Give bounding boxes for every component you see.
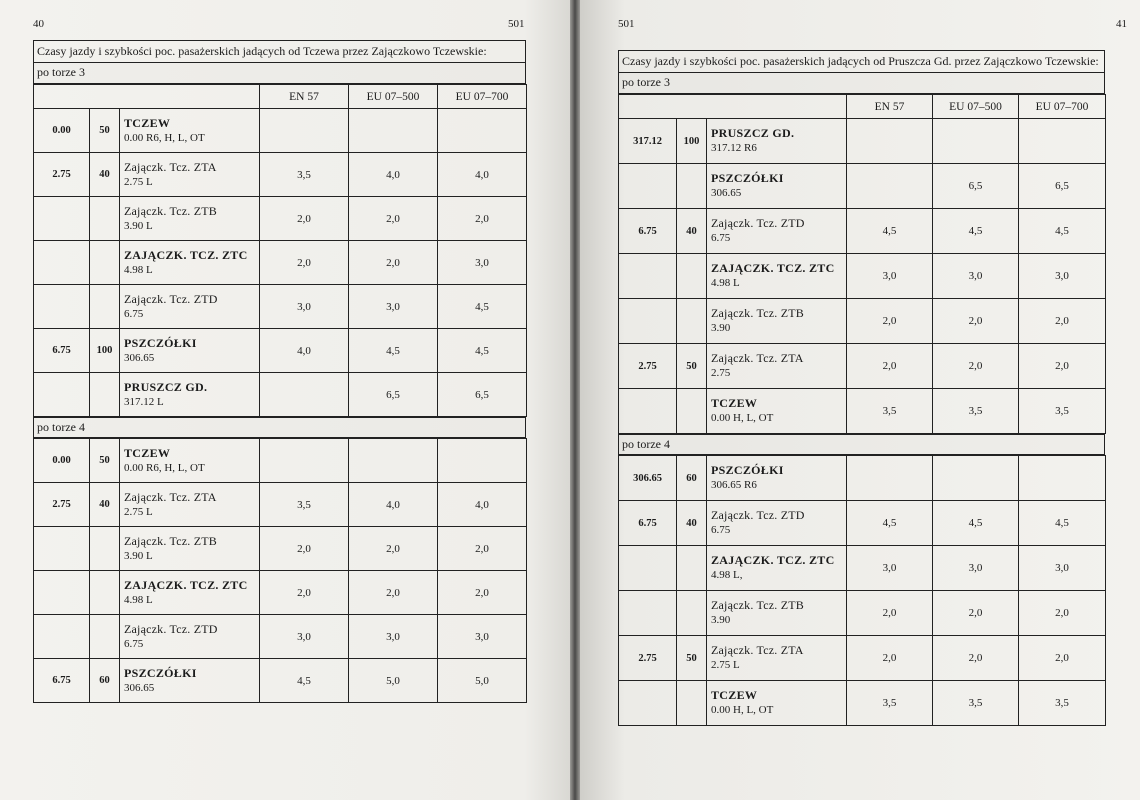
- station-cell: [707, 501, 847, 546]
- time-cell: [438, 109, 527, 153]
- station-cell: [707, 119, 847, 164]
- time-cell: 4,0: [349, 153, 438, 197]
- track-label: po torze 4: [33, 417, 526, 438]
- km-cell: 6.75: [619, 209, 677, 254]
- time-cell: 4,5: [438, 285, 527, 329]
- station-name: ZAJĄCZK. TCZ. ZTC: [711, 261, 835, 275]
- table-row: [619, 681, 1106, 726]
- time-cell: 2,0: [438, 527, 527, 571]
- station-name: Zajączk. Tcz. ZTB: [711, 598, 804, 612]
- time-cell: 2,0: [260, 241, 349, 285]
- station-detail: 306.65 R6: [711, 479, 757, 491]
- station-detail: 2.75: [711, 367, 731, 379]
- station-cell: [707, 546, 847, 591]
- time-cell: 4,0: [438, 153, 527, 197]
- time-cell: 6,5: [438, 373, 527, 417]
- table-row: [34, 109, 527, 153]
- timetable-title: Czasy jazdy i szybkości poc. pasażerskich jadących od Tczewa przez Zajączkowo Tczewskie:: [33, 40, 526, 63]
- time-cell: 2,0: [1019, 636, 1106, 681]
- time-cell: [933, 119, 1019, 164]
- column-header-loco: EU 07–700: [1019, 95, 1106, 119]
- speed-cell: 40: [677, 209, 707, 254]
- table-row: [619, 456, 1106, 501]
- station-detail: 306.65: [124, 681, 155, 694]
- speed-cell: [90, 285, 120, 329]
- km-cell: [619, 299, 677, 344]
- speed-cell: 40: [90, 153, 120, 197]
- speed-cell: [90, 241, 120, 285]
- station-detail: 2.75 L: [124, 505, 153, 518]
- time-cell: [933, 456, 1019, 501]
- speed-cell: 50: [90, 109, 120, 153]
- table-row: [619, 209, 1106, 254]
- station-name: Zajączk. Tcz. ZTB: [124, 533, 217, 548]
- time-cell: 2,0: [260, 197, 349, 241]
- time-cell: 4,5: [847, 501, 933, 546]
- speed-cell: [677, 546, 707, 591]
- speed-cell: [90, 373, 120, 417]
- time-cell: 3,0: [933, 546, 1019, 591]
- speed-cell: 60: [677, 456, 707, 501]
- time-cell: 2,0: [1019, 344, 1106, 389]
- table-row: [34, 285, 527, 329]
- table-row: [619, 546, 1106, 591]
- station-cell: [120, 615, 260, 659]
- time-cell: [438, 439, 527, 483]
- km-cell: 0.00: [34, 439, 90, 483]
- track-label: po torze 4: [618, 434, 1105, 455]
- station-detail: 317.12 L: [124, 395, 164, 408]
- time-cell: 3,5: [933, 681, 1019, 726]
- time-cell: 6,5: [933, 164, 1019, 209]
- station-name: TCZEW: [124, 445, 171, 460]
- table-row: [619, 299, 1106, 344]
- time-cell: 4,5: [933, 501, 1019, 546]
- km-cell: [34, 285, 90, 329]
- time-cell: 3,5: [1019, 681, 1106, 726]
- station-cell: [707, 389, 847, 434]
- station-detail: 3.90 L: [124, 219, 153, 232]
- station-cell: [707, 636, 847, 681]
- timetable-title: Czasy jazdy i szybkości poc. pasażerskich jadących od Pruszcza Gd. przez Zajączkowo Tczewskie:: [618, 50, 1105, 73]
- time-cell: 3,0: [349, 285, 438, 329]
- time-cell: 3,0: [260, 285, 349, 329]
- station-name: PRUSZCZ GD.: [711, 126, 795, 140]
- time-cell: [349, 109, 438, 153]
- station-detail: 6.75: [711, 232, 731, 244]
- header-blank: [34, 85, 260, 109]
- station-name: ZAJĄCZK. TCZ. ZTC: [124, 577, 248, 592]
- station-detail: 0.00 R6, H, L, OT: [124, 461, 205, 474]
- timetable-table: [33, 438, 527, 703]
- km-cell: 306.65: [619, 456, 677, 501]
- station-detail: 3.90 L: [124, 549, 153, 562]
- km-cell: [34, 527, 90, 571]
- station-detail: 0.00 R6, H, L, OT: [124, 131, 205, 144]
- speed-cell: 100: [90, 329, 120, 373]
- km-cell: 6.75: [34, 329, 90, 373]
- station-cell: [707, 209, 847, 254]
- station-name: TCZEW: [711, 396, 758, 410]
- km-cell: [619, 389, 677, 434]
- station-detail: 306.65: [124, 351, 155, 364]
- speed-cell: [677, 164, 707, 209]
- station-cell: [120, 439, 260, 483]
- speed-cell: 60: [90, 659, 120, 703]
- station-name: PSZCZÓŁKI: [124, 665, 197, 680]
- timetable-number-left: 501: [508, 18, 525, 30]
- station-detail: 306.65: [711, 187, 742, 199]
- speed-cell: [677, 389, 707, 434]
- table-row: [34, 659, 527, 703]
- station-detail: 3.90: [711, 614, 731, 626]
- km-cell: 2.75: [619, 636, 677, 681]
- time-cell: 2,0: [260, 571, 349, 615]
- time-cell: 2,0: [933, 636, 1019, 681]
- km-cell: [619, 546, 677, 591]
- time-cell: 2,0: [847, 344, 933, 389]
- speed-cell: [677, 591, 707, 636]
- station-name: Zajączk. Tcz. ZTB: [124, 203, 217, 218]
- speed-cell: 40: [90, 483, 120, 527]
- station-name: TCZEW: [124, 115, 171, 130]
- column-header-loco: EU 07–500: [349, 85, 438, 109]
- timetable-table: [618, 94, 1106, 434]
- station-name: Zajączk. Tcz. ZTA: [124, 159, 217, 174]
- station-detail: 6.75: [124, 307, 144, 320]
- station-cell: [707, 591, 847, 636]
- speed-cell: 50: [677, 636, 707, 681]
- column-header-loco: EU 07–700: [438, 85, 527, 109]
- time-cell: 2,0: [438, 571, 527, 615]
- time-cell: 6,5: [349, 373, 438, 417]
- table-row: [34, 241, 527, 285]
- book-gutter: [570, 0, 580, 800]
- station-name: Zajączk. Tcz. ZTA: [711, 643, 804, 657]
- time-cell: 2,0: [349, 527, 438, 571]
- km-cell: [619, 254, 677, 299]
- station-detail: 2.75 L: [711, 659, 740, 671]
- time-cell: 3,5: [847, 389, 933, 434]
- station-cell: [707, 299, 847, 344]
- time-cell: 3,0: [349, 615, 438, 659]
- station-name: Zajączk. Tcz. ZTB: [711, 306, 804, 320]
- time-cell: [1019, 456, 1106, 501]
- time-cell: 2,0: [847, 636, 933, 681]
- km-cell: [619, 681, 677, 726]
- station-name: Zajączk. Tcz. ZTD: [711, 216, 805, 230]
- speed-cell: 40: [677, 501, 707, 546]
- column-header-loco: EN 57: [847, 95, 933, 119]
- station-name: Zajączk. Tcz. ZTD: [711, 508, 805, 522]
- speed-cell: [677, 299, 707, 344]
- station-name: ZAJĄCZK. TCZ. ZTC: [711, 553, 835, 567]
- speed-cell: 50: [677, 344, 707, 389]
- time-cell: 4,5: [847, 209, 933, 254]
- km-cell: [619, 591, 677, 636]
- speed-cell: [90, 527, 120, 571]
- time-cell: 2,0: [1019, 299, 1106, 344]
- station-cell: [120, 241, 260, 285]
- table-row: [619, 501, 1106, 546]
- station-cell: [707, 164, 847, 209]
- timetable-sheet-right: [618, 50, 1105, 726]
- km-cell: 6.75: [619, 501, 677, 546]
- time-cell: 2,0: [933, 299, 1019, 344]
- station-name: PSZCZÓŁKI: [711, 463, 784, 477]
- time-cell: 3,0: [847, 546, 933, 591]
- time-cell: 2,0: [260, 527, 349, 571]
- table-row: [34, 373, 527, 417]
- table-row: [619, 119, 1106, 164]
- station-name: ZAJĄCZK. TCZ. ZTC: [124, 247, 248, 262]
- header-blank: [619, 95, 847, 119]
- station-detail: 4.98 L: [711, 277, 740, 289]
- station-cell: [707, 456, 847, 501]
- station-cell: [120, 571, 260, 615]
- time-cell: 4,5: [1019, 209, 1106, 254]
- table-row: [34, 153, 527, 197]
- time-cell: 2,0: [349, 241, 438, 285]
- time-cell: 3,5: [260, 483, 349, 527]
- time-cell: 2,0: [847, 299, 933, 344]
- station-cell: [120, 329, 260, 373]
- timetable-number-right: 501: [618, 18, 635, 30]
- time-cell: 2,0: [847, 591, 933, 636]
- km-cell: 2.75: [34, 153, 90, 197]
- station-name: PSZCZÓŁKI: [711, 171, 784, 185]
- time-cell: 4,5: [260, 659, 349, 703]
- time-cell: 2,0: [349, 571, 438, 615]
- time-cell: 5,0: [349, 659, 438, 703]
- time-cell: 2,0: [933, 344, 1019, 389]
- column-header-loco: EU 07–500: [933, 95, 1019, 119]
- time-cell: 3,0: [438, 615, 527, 659]
- station-name: TCZEW: [711, 688, 758, 702]
- table-row: [34, 329, 527, 373]
- table-row: [619, 591, 1106, 636]
- station-cell: [707, 681, 847, 726]
- station-detail: 4.98 L,: [711, 569, 743, 581]
- table-row: [34, 483, 527, 527]
- table-row: [619, 164, 1106, 209]
- table-row: [619, 636, 1106, 681]
- time-cell: 3,5: [933, 389, 1019, 434]
- time-cell: 3,0: [847, 254, 933, 299]
- station-detail: 2.75 L: [124, 175, 153, 188]
- station-cell: [120, 109, 260, 153]
- time-cell: 3,5: [260, 153, 349, 197]
- time-cell: [847, 119, 933, 164]
- time-cell: 2,0: [349, 197, 438, 241]
- table-row: [34, 197, 527, 241]
- time-cell: 6,5: [1019, 164, 1106, 209]
- page-number-right: 41: [1116, 18, 1127, 30]
- station-detail: 6.75: [711, 524, 731, 536]
- time-cell: 4,0: [260, 329, 349, 373]
- station-detail: 3.90: [711, 322, 731, 334]
- station-name: Zajączk. Tcz. ZTA: [711, 351, 804, 365]
- station-detail: 317.12 R6: [711, 142, 757, 154]
- table-row: [619, 254, 1106, 299]
- km-cell: 0.00: [34, 109, 90, 153]
- table-row: [619, 389, 1106, 434]
- time-cell: [847, 164, 933, 209]
- station-cell: [120, 373, 260, 417]
- time-cell: 3,0: [1019, 254, 1106, 299]
- station-name: Zajączk. Tcz. ZTD: [124, 291, 218, 306]
- table-row: [619, 344, 1106, 389]
- column-header-loco: EN 57: [260, 85, 349, 109]
- station-detail: 0.00 H, L, OT: [711, 704, 774, 716]
- time-cell: 3,0: [438, 241, 527, 285]
- timetable-table: [618, 455, 1106, 726]
- table-row: [34, 527, 527, 571]
- station-name: PRUSZCZ GD.: [124, 379, 208, 394]
- time-cell: 4,5: [1019, 501, 1106, 546]
- right-page: [580, 0, 1140, 800]
- page-number-left: 40: [33, 18, 44, 30]
- table-row: [34, 439, 527, 483]
- km-cell: [34, 571, 90, 615]
- track-label: po torze 3: [618, 73, 1105, 94]
- station-detail: 6.75: [124, 637, 144, 650]
- table-row: [34, 615, 527, 659]
- time-cell: [349, 439, 438, 483]
- time-cell: 5,0: [438, 659, 527, 703]
- km-cell: [34, 615, 90, 659]
- time-cell: 3,0: [933, 254, 1019, 299]
- station-cell: [120, 483, 260, 527]
- timetable-sheet-left: [33, 40, 526, 703]
- track-label: po torze 3: [33, 63, 526, 84]
- station-cell: [120, 527, 260, 571]
- km-cell: [34, 197, 90, 241]
- km-cell: [34, 241, 90, 285]
- km-cell: 317.12: [619, 119, 677, 164]
- speed-cell: 100: [677, 119, 707, 164]
- station-cell: [120, 659, 260, 703]
- time-cell: [260, 109, 349, 153]
- station-cell: [707, 344, 847, 389]
- station-detail: 4.98 L: [124, 263, 153, 276]
- speed-cell: 50: [90, 439, 120, 483]
- speed-cell: [90, 571, 120, 615]
- time-cell: 4,5: [438, 329, 527, 373]
- time-cell: [260, 439, 349, 483]
- time-cell: 3,5: [1019, 389, 1106, 434]
- timetable-table: [33, 84, 527, 417]
- speed-cell: [90, 197, 120, 241]
- speed-cell: [677, 254, 707, 299]
- speed-cell: [677, 681, 707, 726]
- km-cell: 2.75: [34, 483, 90, 527]
- time-cell: 3,0: [1019, 546, 1106, 591]
- time-cell: 4,5: [933, 209, 1019, 254]
- time-cell: 3,5: [847, 681, 933, 726]
- km-cell: [34, 373, 90, 417]
- time-cell: 2,0: [933, 591, 1019, 636]
- time-cell: 2,0: [1019, 591, 1106, 636]
- station-detail: 4.98 L: [124, 593, 153, 606]
- station-cell: [120, 285, 260, 329]
- speed-cell: [90, 615, 120, 659]
- station-detail: 0.00 H, L, OT: [711, 412, 774, 424]
- time-cell: [260, 373, 349, 417]
- km-cell: 2.75: [619, 344, 677, 389]
- table-row: [34, 571, 527, 615]
- station-cell: [120, 153, 260, 197]
- station-name: PSZCZÓŁKI: [124, 335, 197, 350]
- station-cell: [120, 197, 260, 241]
- time-cell: 4,5: [349, 329, 438, 373]
- station-cell: [707, 254, 847, 299]
- km-cell: 6.75: [34, 659, 90, 703]
- time-cell: [1019, 119, 1106, 164]
- time-cell: 4,0: [438, 483, 527, 527]
- time-cell: [847, 456, 933, 501]
- time-cell: 4,0: [349, 483, 438, 527]
- time-cell: 2,0: [438, 197, 527, 241]
- station-name: Zajączk. Tcz. ZTD: [124, 621, 218, 636]
- station-name: Zajączk. Tcz. ZTA: [124, 489, 217, 504]
- km-cell: [619, 164, 677, 209]
- time-cell: 3,0: [260, 615, 349, 659]
